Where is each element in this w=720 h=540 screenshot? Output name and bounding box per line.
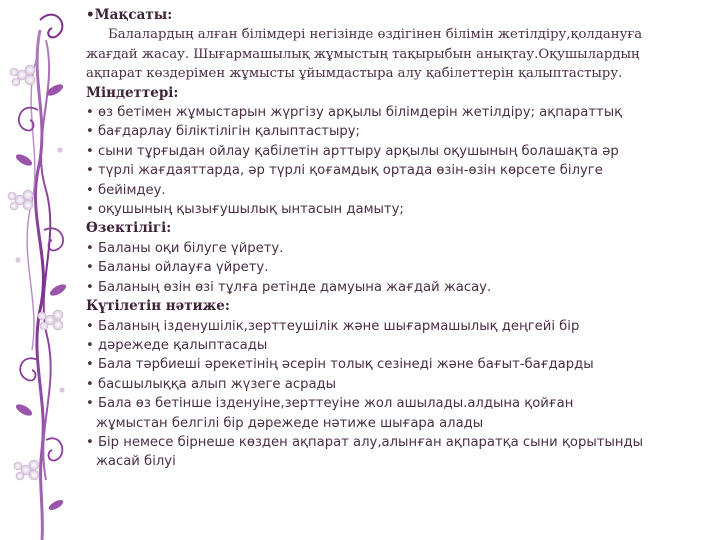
bud [59, 387, 64, 392]
list-item: жасай білуі [96, 454, 176, 470]
list-item: • өз бетімен жұмыстарын жүргізу арқылы білімдерін жетілдіру; ақпараттық [86, 105, 623, 121]
list-item: • Баланың ізденушілік,зерттеушілік және шығармашылық деңгейі бір [86, 318, 580, 334]
list-item: • Баланы ойлауға үйрету. [86, 260, 269, 276]
text-content [86, 6, 712, 472]
vine-swirl [19, 108, 38, 131]
vine-swirl [44, 228, 63, 250]
decorative-vine-border [0, 0, 80, 540]
list-item: • басшылыққа алып жүзеге асрады [86, 376, 337, 392]
paragraph-line: жағдай жасау. Шығармашылық жұмыстың тақырыбын анықтау.Оқушылардың [86, 46, 640, 62]
list-item: • Бала тәрбиеші әрекетінің әсерін толық сезінеді және бағыт-бағдарды [86, 357, 594, 373]
vine-swirl [20, 358, 38, 380]
vine-leaf [47, 498, 64, 512]
vine-leaf [48, 282, 68, 298]
list-item: • бейімдеу. [86, 182, 166, 198]
flower-icon [14, 460, 39, 480]
section-heading: Өзектілігі: [86, 220, 172, 237]
list-item: • оқушының қызығушылық ынтасын дамыту; [86, 202, 404, 218]
vine-leaf [14, 152, 34, 168]
section-kutiletin-natije [86, 297, 712, 472]
list-item: • Бала өз бетінше ізденуіне,зерттеуіне жол ашылады.алдына қойған [86, 396, 574, 412]
flower-icon [10, 65, 35, 86]
section-ozektiligi [86, 219, 712, 297]
section-maksaty [86, 6, 712, 84]
list-item: • дәрежеде қалыптасады [86, 337, 268, 353]
vine-leaf [14, 402, 34, 418]
vine-swirl [46, 438, 62, 460]
section-mindetteri [86, 84, 712, 220]
bud [57, 147, 62, 152]
paragraph-line: ақпарат көздерімен жұмысты ұйымдастыра алу қабілеттерін қалыптастыру. [86, 66, 623, 82]
list-item: • түрлі жағдаяттарда, әр түрлі қоғамдық ортада өзін-өзін көрсете білуге [86, 163, 603, 179]
list-item: • бағдарлау біліктілігін қалыптастыру; [86, 124, 360, 140]
section-heading: •Мақсаты: [86, 7, 173, 23]
list-item: • Бір немесе бірнеше көзден ақпарат алу,алынған ақпаратқа сыни қорытынды [86, 434, 644, 450]
flower-icon [8, 190, 33, 210]
vine-swirl [40, 15, 62, 38]
flower-icon [38, 310, 63, 330]
section-heading: Күтілетін нәтиже: [86, 298, 230, 315]
list-item: жұмыстан белгілі бір дәрежеде нәтиже шығара алады [96, 415, 484, 431]
section-heading: Міндеттері: [86, 84, 179, 101]
paragraph-line: Балалардың алған білімдері негізінде өздігінен білімін жетілдіру,қолдануға [108, 27, 643, 43]
list-item: • сыни тұрғыдан ойлау қабілетін арттыру арқылы оқушының болашақта әр [86, 143, 619, 159]
list-item: • Баланың өзін өзі тұлға ретінде дамуына жағдай жасау. [86, 279, 492, 295]
bud [15, 257, 20, 262]
list-item: • Баланы оқи білуге үйрету. [86, 240, 284, 256]
